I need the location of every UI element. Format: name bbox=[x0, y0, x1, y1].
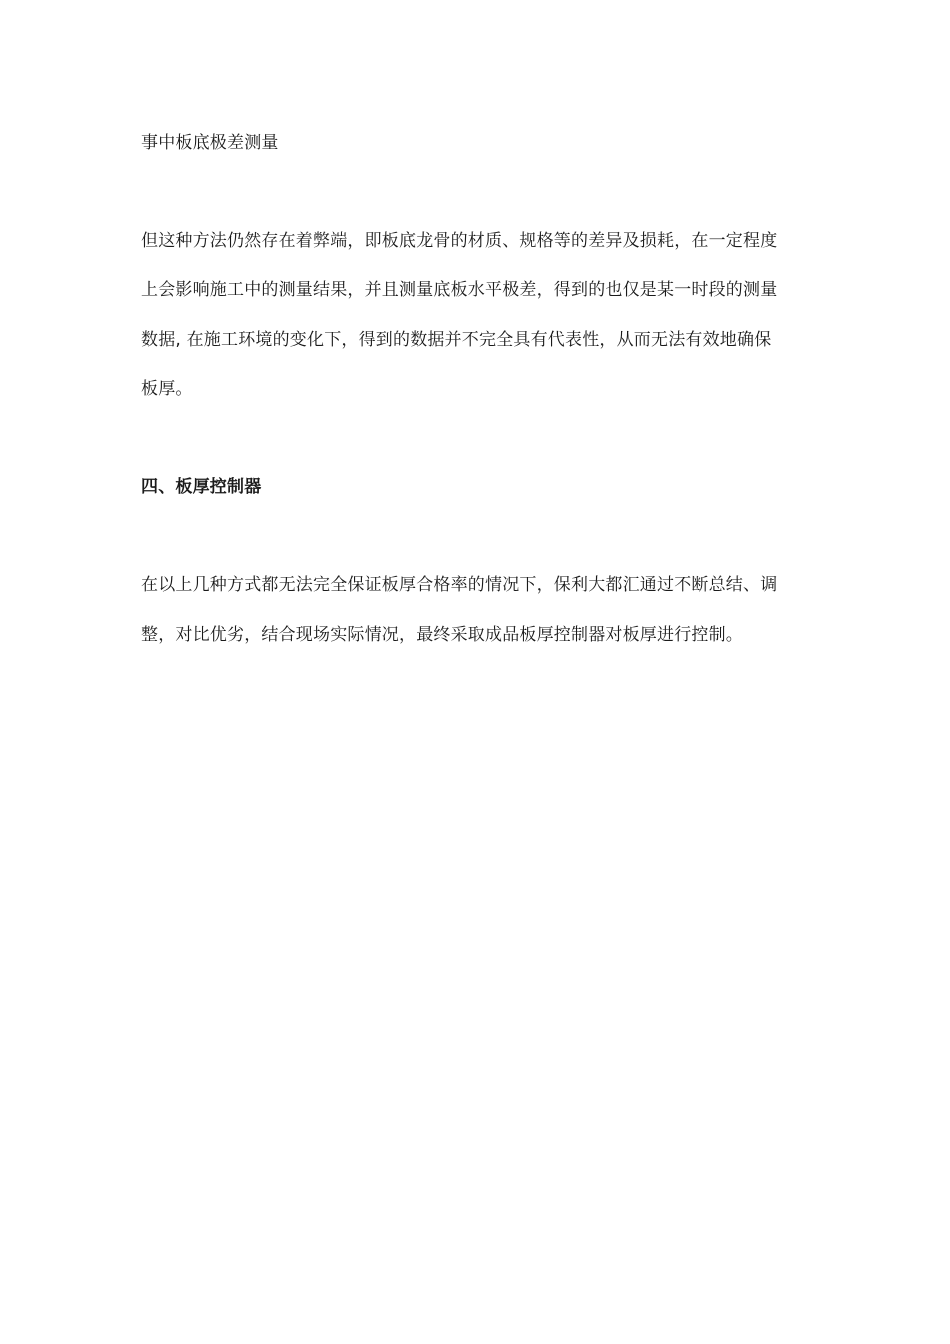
paragraph-line: 数据, 在施工环境的变化下，得到的数据并不完全具有代表性，从而无法有效地确保 bbox=[141, 330, 772, 350]
intro-line: 事中板底极差测量 bbox=[141, 133, 279, 153]
section-heading: 四、板厚控制器 bbox=[141, 477, 262, 497]
paragraph-line: 但这种方法仍然存在着弊端，即板底龙骨的材质、规格等的差异及损耗，在一定程度 bbox=[141, 231, 778, 251]
paragraph-line: 上会影响施工中的测量结果，并且测量底板水平极差，得到的也仅是某一时段的测量 bbox=[141, 280, 778, 300]
paragraph-line: 板厚。 bbox=[141, 379, 193, 399]
paragraph-line: 在以上几种方式都无法完全保证板厚合格率的情况下，保利大都汇通过不断总结、调 bbox=[141, 575, 778, 595]
paragraph-line: 整，对比优劣，结合现场实际情况，最终采取成品板厚控制器对板厚进行控制。 bbox=[141, 625, 743, 645]
